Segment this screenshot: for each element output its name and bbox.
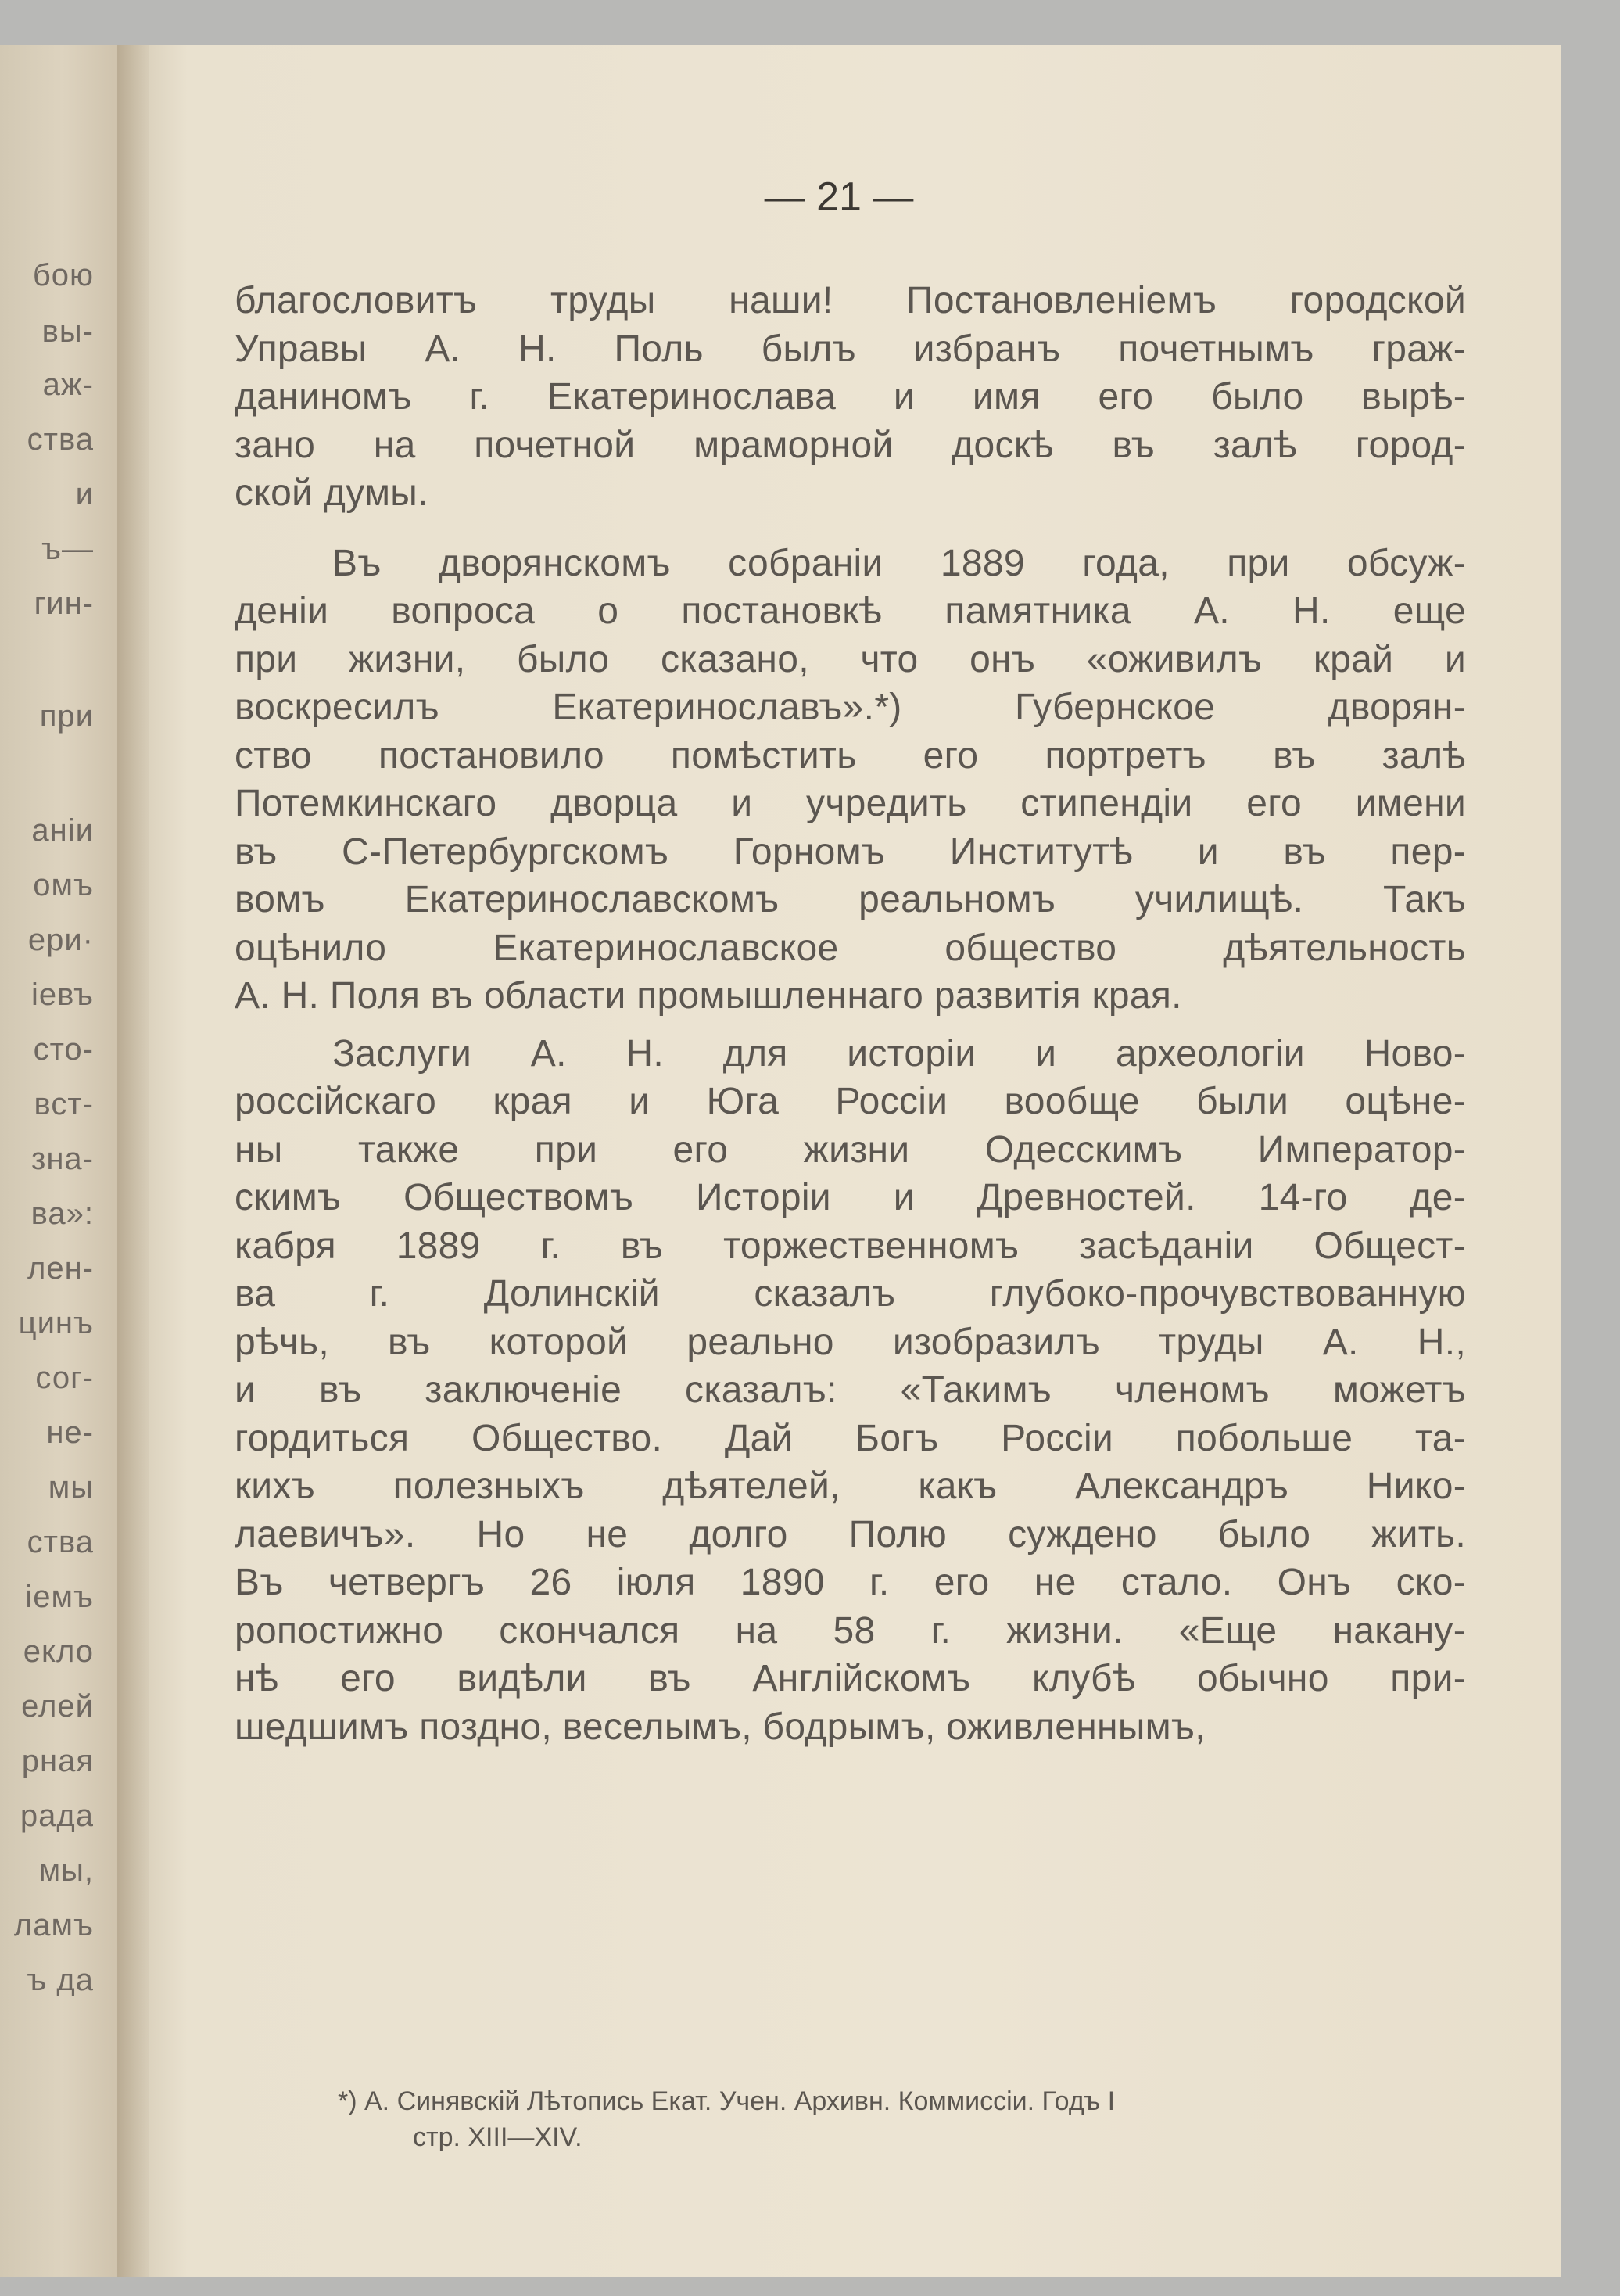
edge-fragment: и: [75, 477, 94, 511]
text-line: ны также при его жизни Одесскимъ Император-: [235, 1128, 1466, 1171]
edge-fragment: цинъ: [18, 1306, 94, 1340]
text-line: и въ заключеніе сказалъ: «Такимъ членомъ можетъ: [235, 1369, 1466, 1411]
edge-fragment: бою: [32, 258, 94, 292]
text-line: Заслуги А. Н. для исторіи и археологіи Ново-: [332, 1032, 1466, 1074]
edge-fragment: аж-: [42, 368, 94, 402]
text-line: зано на почетной мраморной доскѣ въ залѣ город-: [235, 424, 1466, 466]
footnote-line-2: стр. XIII—XIV.: [413, 2122, 582, 2152]
footnote-line-1: *) А. Синявскій Лѣтопись Екат. Учен. Архивн. Коммиссіи. Годъ I: [338, 2086, 1116, 2116]
text-line: лаевичъ». Но не долго Полю суждено было жить.: [235, 1513, 1466, 1555]
edge-fragment: вы-: [41, 314, 94, 349]
text-line: ской думы.: [235, 472, 428, 514]
edge-fragment: мы,: [38, 1853, 94, 1888]
text-line: даниномъ г. Екатеринослава и имя его было вырѣ-: [235, 376, 1466, 418]
text-line: оцѣнило Екатеринославское общество дѣятельность: [235, 927, 1466, 969]
edge-fragment: ери·: [27, 923, 94, 957]
main-text: [235, 277, 1466, 1751]
previous-page-edge: [0, 45, 117, 2277]
text-line: шедшимъ поздно, веселымъ, бодрымъ, оживленнымъ,: [235, 1706, 1206, 1748]
edge-fragment: ства: [27, 1525, 94, 1559]
edge-fragment: омъ: [33, 868, 94, 902]
text-line: Въ дворянскомъ собраніи 1889 года, при обсуж-: [332, 542, 1466, 584]
paragraph-3: [235, 1030, 1466, 1752]
edge-fragment: ва»:: [30, 1196, 94, 1231]
footnote: [338, 2083, 1115, 2155]
edge-fragment: при: [39, 699, 94, 734]
text-line: кабря 1889 г. въ торжественномъ засѣданіи Общест-: [235, 1225, 1466, 1267]
edge-fragment: лен-: [27, 1251, 94, 1286]
text-line: при жизни, было сказано, что онъ «оживилъ край и: [235, 638, 1466, 680]
edge-fragment: зна-: [31, 1142, 94, 1176]
page-gutter: [117, 45, 149, 2277]
text-line: Потемкинскаго дворца и учредить стипендіи его имени: [235, 783, 1466, 824]
text-line: кихъ полезныхъ дѣятелей, какъ Александръ Нико-: [235, 1465, 1466, 1507]
text-line: воскресилъ Екатеринославъ».*) Губернское дворян-: [235, 687, 1466, 728]
page-number: — 21 —: [764, 174, 914, 220]
text-line: ва г. Долинскій сказалъ глубоко-прочувствованную: [235, 1273, 1466, 1315]
edge-fragment: елей: [21, 1689, 94, 1724]
text-line: А. Н. Поля въ области промышленнаго развитія края.: [235, 975, 1182, 1017]
text-line: нѣ его видѣли въ Англійскомъ клубѣ обычно при-: [235, 1658, 1466, 1699]
edge-fragment: ства: [27, 422, 94, 457]
edge-fragment: мы: [48, 1470, 94, 1505]
text-line: Въ четвергъ 26 іюля 1890 г. его не стало. Онъ ско-: [235, 1562, 1466, 1603]
edge-fragment: ъ—: [41, 532, 94, 566]
paragraph-1: [235, 277, 1466, 518]
edge-fragment: не-: [46, 1415, 94, 1450]
edge-fragment: ламъ: [13, 1908, 94, 1943]
edge-fragment: сог-: [35, 1361, 94, 1395]
text-line: Управы А. Н. Поль былъ избранъ почетнымъ граж-: [235, 328, 1466, 370]
text-line: вомъ Екатеринославскомъ реальномъ училищѣ. Такъ: [235, 879, 1466, 920]
edge-fragment: рная: [21, 1744, 94, 1778]
edge-fragment: аніи: [31, 813, 94, 848]
edge-fragment: сто-: [33, 1032, 94, 1067]
text-line: деніи вопроса о постановкѣ памятника А. Н. еще: [235, 590, 1466, 632]
edge-fragment: ъ да: [27, 1963, 94, 1997]
text-line: россійскаго края и Юга Россіи вообще были оцѣне-: [235, 1081, 1466, 1122]
edge-fragment: іевъ: [30, 978, 94, 1012]
text-line: благословитъ труды наши! Постановленіемъ городской: [235, 280, 1466, 321]
edge-fragment: рада: [20, 1799, 94, 1833]
text-line: ропостижно скончался на 58 г. жизни. «Еще накану-: [235, 1609, 1466, 1652]
text-line: скимъ Обществомъ Исторіи и Древностей. 14-го де-: [235, 1177, 1466, 1218]
text-line: ство постановило помѣстить его портретъ въ залѣ: [235, 734, 1466, 777]
text-line: гордиться Общество. Дай Богъ Россіи побольше та-: [235, 1417, 1466, 1459]
paragraph-2: [235, 540, 1466, 1021]
text-line: рѣчь, въ которой реально изобразилъ труды А. Н.,: [235, 1321, 1466, 1363]
edge-fragment: вст-: [34, 1087, 94, 1121]
edge-fragment: гин-: [34, 587, 94, 621]
edge-fragment: іемъ: [25, 1580, 94, 1614]
scanned-page: [0, 45, 1561, 2277]
edge-fragment: екло: [23, 1634, 94, 1669]
text-line: въ С-Петербургскомъ Горномъ Институтѣ и въ пер-: [235, 831, 1466, 873]
